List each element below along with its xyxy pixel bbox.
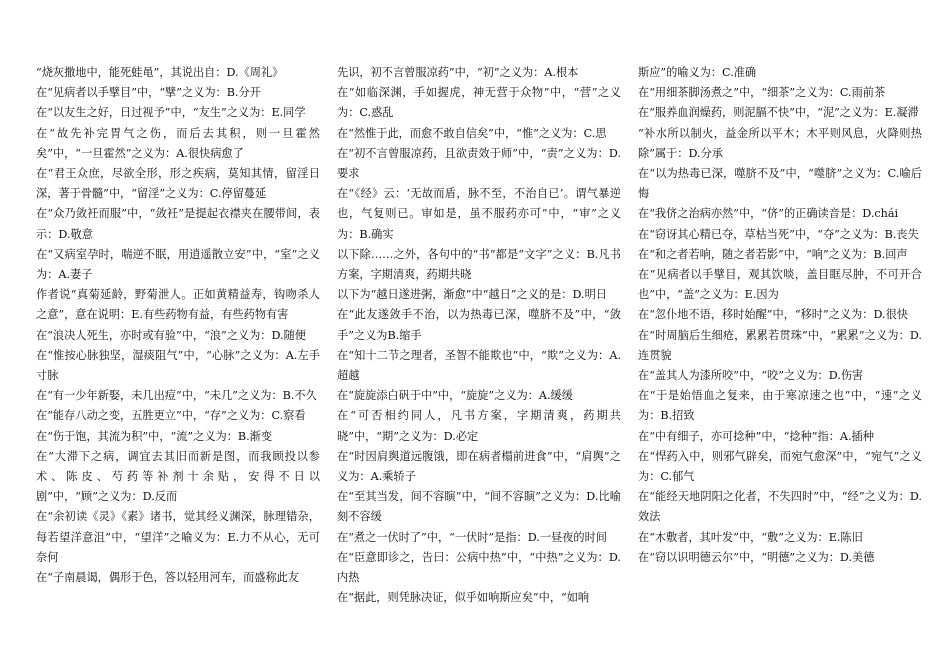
qa-line: 在“可否相约同人，凡书方案，字期清爽，药期共晓”中，“期”之义为：D.必定	[337, 409, 621, 443]
qa-line: 以下为“越日遂进粥，渐愈”中“越日”之义的是：D.明日	[337, 288, 607, 302]
qa-line: 在“以为热毒已深，噬脐不及”中，“噬脐”之义为：C.喻后悔	[638, 167, 922, 201]
qa-line: 在“我侪之治病亦然”中，“侪”的正确读音是：D.chái	[638, 207, 899, 221]
qa-line: 在“初不言曾服凉药，且欲责效于师”中，“责”之义为：D.要求	[337, 146, 621, 181]
qa-line: 在“惟按心脉独坚，湿痰阻气”中，“心脉”之义为：A.左手寸脉	[36, 348, 320, 383]
qa-line: 在“如临深渊，手如握虎，神无营于众物”中，“营”之义为：C.惑乱	[337, 86, 621, 120]
qa-line: 在“据此，则凭脉决证，似乎如响斯应矣”中，“如响	[337, 591, 590, 605]
qa-line: 在“有一少年新娶，未几出痘”中，“未几”之义为：B.不久	[36, 389, 317, 403]
text-column-2	[337, 63, 621, 608]
text-column-1	[36, 63, 320, 588]
qa-line: 在“臣意即诊之，告曰：公病中热”中，“中热”之义为：D.内热	[337, 550, 621, 585]
qa-line: 在“此友遂敛手不治，以为热毒已深，噬脐不及”中，“敛手”之义为B.缩手	[337, 308, 621, 342]
qa-line: 在“浪决人死生，亦时或有验”中，“浪”之义为：D.随便	[36, 328, 306, 342]
qa-line: 在“悍药入中，则邪气辟矣，而宛气愈深”中，“宛气”之义为：C.郁气	[638, 449, 922, 484]
qa-line: 在“《经》云：‘无故而盾，脉不至，不治自已’。谓气暴逆也，气复则已。审如是，虽不服药亦可”中，“审”之义为：B.确实	[337, 187, 621, 241]
qa-line: 在“时因肩舆道远腹饿，即在病者榻前进食”中，“肩舆”之义为：A.乘轿子	[337, 449, 621, 484]
qa-line: 在“余初读《灵》《素》诸书，觉其经义渊深，脉理错杂，每若望洋意沮”中，“望洋”之喻义为：E.力不从心，无可奈何	[36, 510, 320, 564]
qa-line: 在“至其当发，间不容瞚”中，“间不容瞚”之义为：D.比喻刻不容缓	[337, 490, 621, 524]
qa-line: 在“知十二节之理者，圣智不能欺也”中，“欺”之义为：A.超越	[337, 348, 621, 383]
qa-line: 作者说“真菊延龄，野菊泄人。正如黄精益寿，钩吻杀人之意”，意在说明：E.有些药物有益，有些药物有害	[36, 288, 320, 322]
qa-line: 在“木敷者，其叶发”中，“敷”之义为：E.陈旧	[638, 530, 863, 544]
qa-line: 在“和之者若响，随之者若影”中，“响”之义为：B.回声	[638, 247, 908, 261]
qa-line: 在“又病室孕时，喘逆不眠，用逍遥散立安”中，“室”之义为：A.妻子	[36, 247, 320, 282]
qa-line: 先识，初不言曾服凉药”中，“初”之义为：A.根本	[337, 66, 579, 79]
qa-line: 在“煮之一伏时了”中，“一伏时”是指：D.一昼夜的时间	[337, 530, 607, 544]
qa-line: 斯应”的喻义为：C.准确	[638, 66, 757, 79]
qa-line: 在“用细茶脚汤煮之”中，“细茶”之义为：C.雨前茶	[638, 86, 886, 100]
qa-line: 在“伤于饱，其流为积”中，“流”之义为：B.渐变	[36, 429, 273, 443]
qa-line: “烧灰撒地中，能死蛙黾”，其说出自：D.《周礼》	[36, 66, 284, 79]
qa-line: 在“子南晨谒，偶形于色，答以轻用河车，而盛称此友	[36, 571, 300, 585]
qa-line: 在“见病者以手擘目”中，“擘”之义为：B.分开	[36, 86, 261, 100]
qa-line: 在“能存八动之变，五胜更立”中，“存”之义为：C.察看	[36, 409, 306, 423]
qa-line: 在“君王众庶，尽欲全形，形之疾病，莫知其情，留淫日深，著于骨髓”中，“留淫”之义为：C.停留蔓延	[36, 167, 320, 201]
qa-line: 在“忽仆地不语，移时始醒”中，“移时”之义为：D.很快	[638, 308, 908, 322]
qa-line: 在“故先补完胃气之伤，而后去其积，则一旦霍然矣”中，“一旦霍然”之义为：A.很快病愈了	[36, 126, 320, 160]
qa-line: 在“窃以识明德云尔”中，“明德”之义为：D.美德	[638, 550, 875, 564]
qa-line: 在“大滞下之病，调宜去其旧而新是图，而我顾投以参术、陈皮、芍药等补剂十余贴，安得不日以剧”中，“顾”之义为：D.反而	[36, 449, 320, 504]
qa-line: 在“能经天地阴阳之化者，不失四时”中，“经”之义为：D.效法	[638, 490, 922, 524]
qa-line: 在“以友生之好，日过视予”中，“友生”之义为：E.同学	[36, 106, 306, 120]
qa-line: 在“窃讶其心精已夺，草枯当死”中，“夺”之义为：B.丧失	[638, 227, 919, 241]
qa-line: 在“见病者以手擘目，观其饮啖，盖目眶尽肿，不可开合也”中，“盖”之义为：E.因为	[638, 268, 922, 302]
qa-line: “补水所以制火，益金所以平木；木平则风息，火降则热除”属于：D.分承	[638, 126, 922, 160]
qa-line: 在“旋旋添白矾于中”中，“旋旋”之义为：A.缓缓	[337, 389, 573, 403]
qa-line: 在“众乃敛衽而服”中，“敛衽”是提起衣襟夹在腰带间，表示：D.敬意	[36, 207, 320, 241]
qa-line: 在“时周脑后生细疮，累累若贯珠”中，“累累”之义为：D.连贯貌	[638, 328, 922, 362]
qa-line: 在“服养血润燥药，则泥膈不快”中，“泥”之义为：E.凝滞	[638, 106, 919, 120]
qa-line: 在“然惟于此，而愈不敢自信矣”中，“惟”之义为：C.思	[337, 126, 607, 140]
qa-line: 在“中有细子，亦可捻种”中，“捻种”指：A.插种	[638, 429, 874, 443]
qa-line: 以下除……之外，各句中的“书”都是“文字”之义：B.凡书方案，字期清爽，药期共晓	[337, 247, 621, 282]
qa-line: 在“于是始悟血之复来，由于寒凉速之也”中，“速”之义为：B.招致	[638, 389, 922, 423]
text-column-3	[638, 63, 922, 568]
qa-line: 在“盖其人为漆所咬”中，“咬”之义为：D.伤害	[638, 369, 864, 383]
